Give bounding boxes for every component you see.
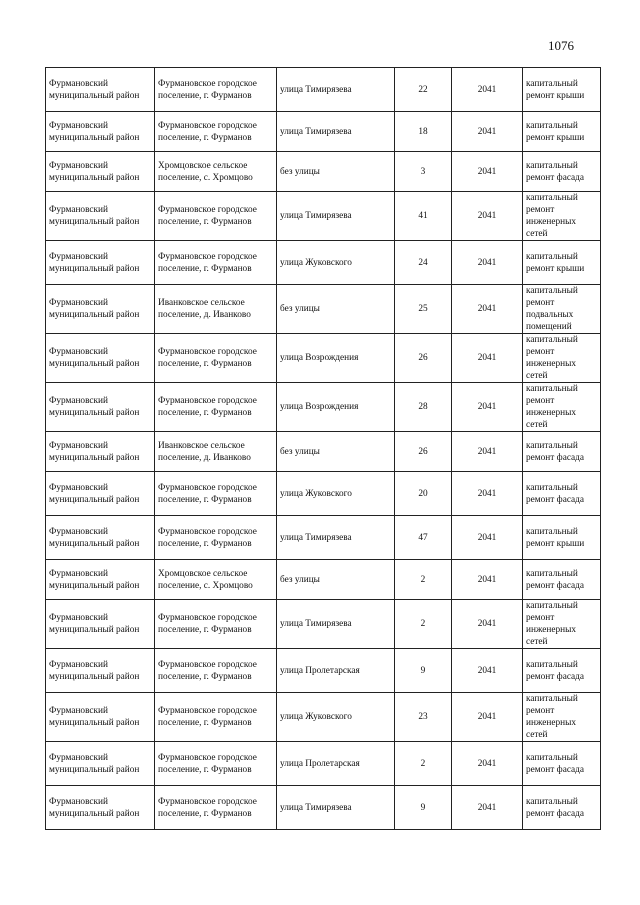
street-cell: улица Жуковского: [277, 693, 395, 742]
district-cell: Фурмановский муниципальный район: [46, 285, 155, 334]
work-type-cell: капитальный ремонт крыши: [523, 241, 601, 285]
work-type-cell: капитальный ремонт крыши: [523, 516, 601, 560]
house-number-cell: 25: [395, 285, 452, 334]
year-cell: 2041: [452, 649, 523, 693]
house-number-cell: 41: [395, 192, 452, 241]
table-row: [46, 600, 601, 649]
street-cell: улица Пролетарская: [277, 742, 395, 786]
district-cell: Фурмановский муниципальный район: [46, 112, 155, 152]
settlement-cell: Фурмановское городское поселение, г. Фурманов: [155, 472, 277, 516]
street-cell: улица Жуковского: [277, 241, 395, 285]
settlement-cell: Фурмановское городское поселение, г. Фурманов: [155, 68, 277, 112]
house-number-cell: 22: [395, 68, 452, 112]
house-number-cell: 24: [395, 241, 452, 285]
settlement-cell: Хромцовское сельское поселение, с. Хромцово: [155, 152, 277, 192]
district-cell: Фурмановский муниципальный район: [46, 786, 155, 830]
work-type-cell: капитальный ремонт инженерных сетей: [523, 334, 601, 383]
work-type-cell: капитальный ремонт фасада: [523, 472, 601, 516]
settlement-cell: Иванковское сельское поселение, д. Иванково: [155, 285, 277, 334]
settlement-cell: Фурмановское городское поселение, г. Фурманов: [155, 241, 277, 285]
year-cell: 2041: [452, 472, 523, 516]
street-cell: улица Возрождения: [277, 383, 395, 432]
work-type-cell: капитальный ремонт фасада: [523, 432, 601, 472]
street-cell: без улицы: [277, 152, 395, 192]
street-cell: без улицы: [277, 285, 395, 334]
street-cell: улица Пролетарская: [277, 649, 395, 693]
work-type-cell: капитальный ремонт фасада: [523, 786, 601, 830]
settlement-cell: Фурмановское городское поселение, г. Фурманов: [155, 786, 277, 830]
district-cell: Фурмановский муниципальный район: [46, 334, 155, 383]
work-type-cell: капитальный ремонт инженерных сетей: [523, 383, 601, 432]
street-cell: улица Тимирязева: [277, 68, 395, 112]
table-body: [46, 68, 601, 830]
settlement-cell: Фурмановское городское поселение, г. Фурманов: [155, 649, 277, 693]
table-row: [46, 786, 601, 830]
settlement-cell: Фурмановское городское поселение, г. Фурманов: [155, 112, 277, 152]
work-type-cell: капитальный ремонт фасада: [523, 742, 601, 786]
table-row: [46, 68, 601, 112]
settlement-cell: Фурмановское городское поселение, г. Фурманов: [155, 516, 277, 560]
settlement-cell: Фурмановское городское поселение, г. Фурманов: [155, 693, 277, 742]
work-type-cell: капитальный ремонт инженерных сетей: [523, 192, 601, 241]
house-number-cell: 2: [395, 560, 452, 600]
table-row: [46, 192, 601, 241]
settlement-cell: Иванковское сельское поселение, д. Иванково: [155, 432, 277, 472]
house-number-cell: 23: [395, 693, 452, 742]
table-row: [46, 241, 601, 285]
district-cell: Фурмановский муниципальный район: [46, 152, 155, 192]
work-type-cell: капитальный ремонт подвальных помещений: [523, 285, 601, 334]
street-cell: улица Тимирязева: [277, 600, 395, 649]
year-cell: 2041: [452, 693, 523, 742]
table-row: [46, 285, 601, 334]
work-type-cell: капитальный ремонт крыши: [523, 68, 601, 112]
house-number-cell: 2: [395, 600, 452, 649]
house-number-cell: 2: [395, 742, 452, 786]
district-cell: Фурмановский муниципальный район: [46, 742, 155, 786]
table-row: [46, 560, 601, 600]
district-cell: Фурмановский муниципальный район: [46, 383, 155, 432]
street-cell: без улицы: [277, 432, 395, 472]
district-cell: Фурмановский муниципальный район: [46, 600, 155, 649]
table-row: [46, 472, 601, 516]
work-type-cell: капитальный ремонт фасада: [523, 649, 601, 693]
table-row: [46, 516, 601, 560]
house-number-cell: 9: [395, 649, 452, 693]
district-cell: Фурмановский муниципальный район: [46, 649, 155, 693]
settlement-cell: Фурмановское городское поселение, г. Фурманов: [155, 742, 277, 786]
year-cell: 2041: [452, 383, 523, 432]
house-number-cell: 26: [395, 432, 452, 472]
district-cell: Фурмановский муниципальный район: [46, 472, 155, 516]
work-type-cell: капитальный ремонт фасада: [523, 560, 601, 600]
street-cell: улица Тимирязева: [277, 516, 395, 560]
house-number-cell: 18: [395, 112, 452, 152]
street-cell: улица Возрождения: [277, 334, 395, 383]
year-cell: 2041: [452, 432, 523, 472]
work-type-cell: капитальный ремонт крыши: [523, 112, 601, 152]
settlement-cell: Хромцовское сельское поселение, с. Хромцово: [155, 560, 277, 600]
district-cell: Фурмановский муниципальный район: [46, 68, 155, 112]
table-row: [46, 152, 601, 192]
house-number-cell: 3: [395, 152, 452, 192]
year-cell: 2041: [452, 192, 523, 241]
table-row: [46, 334, 601, 383]
year-cell: 2041: [452, 786, 523, 830]
year-cell: 2041: [452, 152, 523, 192]
work-type-cell: капитальный ремонт инженерных сетей: [523, 600, 601, 649]
settlement-cell: Фурмановское городское поселение, г. Фурманов: [155, 600, 277, 649]
district-cell: Фурмановский муниципальный район: [46, 432, 155, 472]
year-cell: 2041: [452, 68, 523, 112]
settlement-cell: Фурмановское городское поселение, г. Фурманов: [155, 192, 277, 241]
year-cell: 2041: [452, 742, 523, 786]
table-row: [46, 693, 601, 742]
house-number-cell: 20: [395, 472, 452, 516]
street-cell: улица Тимирязева: [277, 192, 395, 241]
settlement-cell: Фурмановское городское поселение, г. Фурманов: [155, 334, 277, 383]
street-cell: без улицы: [277, 560, 395, 600]
district-cell: Фурмановский муниципальный район: [46, 693, 155, 742]
year-cell: 2041: [452, 112, 523, 152]
district-cell: Фурмановский муниципальный район: [46, 516, 155, 560]
street-cell: улица Жуковского: [277, 472, 395, 516]
district-cell: Фурмановский муниципальный район: [46, 192, 155, 241]
house-number-cell: 9: [395, 786, 452, 830]
year-cell: 2041: [452, 285, 523, 334]
table-row: [46, 742, 601, 786]
district-cell: Фурмановский муниципальный район: [46, 560, 155, 600]
year-cell: 2041: [452, 241, 523, 285]
year-cell: 2041: [452, 600, 523, 649]
table-row: [46, 383, 601, 432]
house-number-cell: 28: [395, 383, 452, 432]
work-type-cell: капитальный ремонт фасада: [523, 152, 601, 192]
table-row: [46, 432, 601, 472]
settlement-cell: Фурмановское городское поселение, г. Фурманов: [155, 383, 277, 432]
year-cell: 2041: [452, 560, 523, 600]
district-cell: Фурмановский муниципальный район: [46, 241, 155, 285]
year-cell: 2041: [452, 516, 523, 560]
street-cell: улица Тимирязева: [277, 786, 395, 830]
work-type-cell: капитальный ремонт инженерных сетей: [523, 693, 601, 742]
table-row: [46, 649, 601, 693]
page-number: 1076: [548, 38, 574, 53]
year-cell: 2041: [452, 334, 523, 383]
house-number-cell: 26: [395, 334, 452, 383]
house-number-cell: 47: [395, 516, 452, 560]
repair-schedule-table: [45, 67, 601, 830]
table-row: [46, 112, 601, 152]
street-cell: улица Тимирязева: [277, 112, 395, 152]
